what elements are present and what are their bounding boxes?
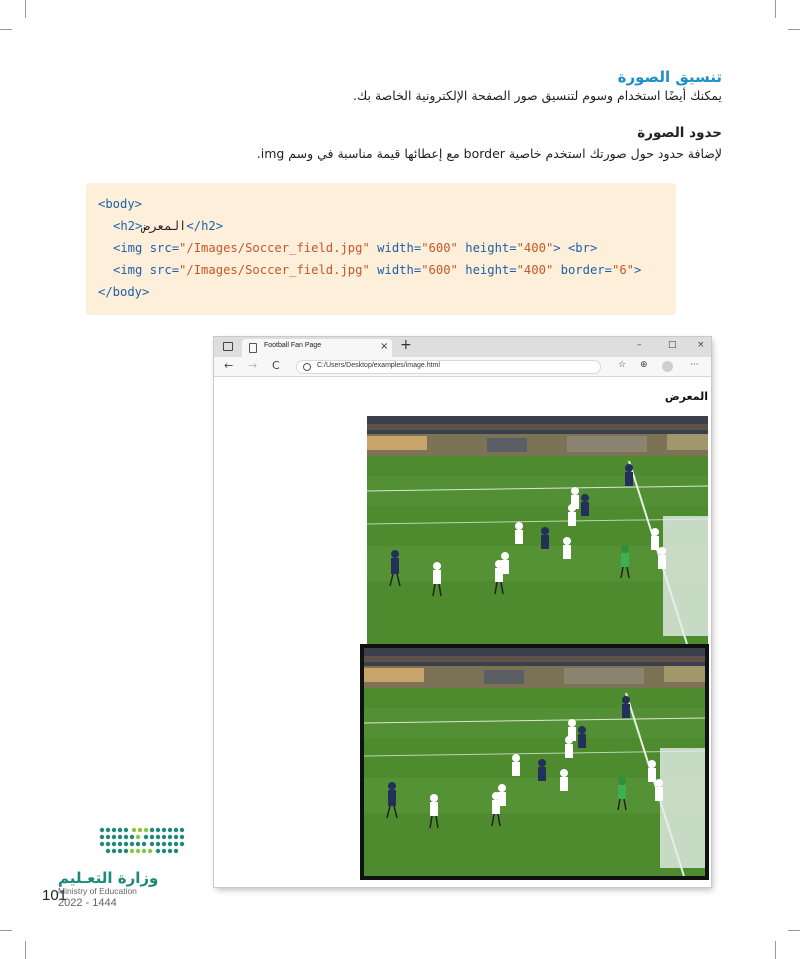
minimize-button[interactable]: –	[637, 340, 642, 350]
collections-icon[interactable]: ⊕	[640, 360, 648, 370]
code-token: src=	[142, 263, 180, 277]
code-token: "6"	[611, 263, 634, 277]
code-token: </body>	[98, 285, 150, 299]
tab-title: Football Fan Page	[264, 342, 322, 349]
code-token: "400"	[516, 263, 554, 277]
soccer-field-picture	[367, 416, 708, 644]
code-token: width=	[369, 241, 422, 255]
code-token: المعرض	[142, 219, 187, 233]
crop-mark	[0, 29, 12, 30]
code-line-5	[98, 281, 676, 303]
subsection-text: لإضافة حدود حول صورتك استخدم خاصية border مع إعطائها قيمة مناسبة في وسم img.	[256, 146, 722, 161]
soccer-field-image	[367, 416, 708, 644]
browser-window	[214, 337, 711, 887]
page-icon	[249, 343, 257, 353]
crop-mark	[788, 930, 800, 931]
page-number: 101	[42, 887, 68, 904]
tab-close-button[interactable]: ×	[380, 341, 389, 352]
forward-button[interactable]: →	[248, 359, 258, 372]
code-token: "400"	[516, 241, 554, 255]
new-tab-button[interactable]: +	[400, 337, 412, 353]
code-token: <h2>	[113, 219, 143, 233]
more-menu-icon[interactable]: ···	[690, 360, 699, 370]
code-line-3	[98, 237, 676, 259]
page-heading: المعرض	[664, 390, 708, 403]
code-token: <img	[113, 263, 143, 277]
crop-mark	[775, 0, 776, 18]
url-text: C:/Users/Desktop/examples/image.html	[317, 362, 440, 369]
back-button[interactable]: ←	[224, 359, 234, 372]
code-line-4	[98, 259, 676, 281]
code-token: height=	[457, 263, 517, 277]
year-label: 2022 - 1444	[58, 897, 117, 909]
tab-actions-icon[interactable]	[223, 342, 233, 351]
code-token: src=	[142, 241, 180, 255]
crop-mark	[25, 0, 26, 18]
code-block	[86, 183, 676, 315]
code-line-1	[98, 193, 676, 215]
ministry-name-arabic: وزارة التعـليم	[58, 869, 159, 887]
maximize-button[interactable]: □	[668, 340, 677, 350]
code-token: </h2>	[186, 219, 224, 233]
close-window-button[interactable]: ×	[697, 340, 705, 350]
soccer-field-image-bordered	[360, 644, 709, 880]
crop-mark	[0, 930, 12, 931]
address-bar	[214, 357, 711, 377]
ministry-logo-icon	[90, 824, 190, 868]
code-token: "600"	[421, 263, 458, 277]
crop-mark	[25, 941, 26, 959]
code-token: > <br>	[553, 241, 598, 255]
code-token: border=	[553, 263, 612, 277]
code-token: <body>	[98, 197, 143, 211]
globe-icon	[303, 363, 311, 371]
section-intro: يمكنك أيضًا استخدام وسوم لتنسيق صور الصفحة الإلكترونية الخاصة بك.	[352, 88, 722, 103]
url-field[interactable]	[296, 360, 601, 374]
code-token: "600"	[421, 241, 458, 255]
browser-tab[interactable]	[242, 339, 392, 357]
ministry-name-english: Ministry of Education	[58, 886, 137, 896]
profile-avatar-icon[interactable]	[662, 361, 673, 372]
code-token: width=	[369, 263, 422, 277]
code-line-2	[98, 215, 676, 237]
code-token: "/Images/Soccer_field.jpg"	[179, 241, 370, 255]
favorites-icon[interactable]: ☆	[618, 360, 627, 370]
subsection-title: حدود الصورة	[637, 125, 722, 141]
soccer-field-picture	[364, 648, 705, 876]
crop-mark	[775, 941, 776, 959]
section-title: تنسيق الصورة	[617, 68, 722, 86]
code-token: >	[634, 263, 642, 277]
code-token: height=	[457, 241, 517, 255]
code-token: "/Images/Soccer_field.jpg"	[179, 263, 370, 277]
tab-bar	[214, 337, 711, 357]
refresh-button[interactable]: C	[272, 359, 280, 372]
code-token: <img	[113, 241, 143, 255]
crop-mark	[788, 29, 800, 30]
